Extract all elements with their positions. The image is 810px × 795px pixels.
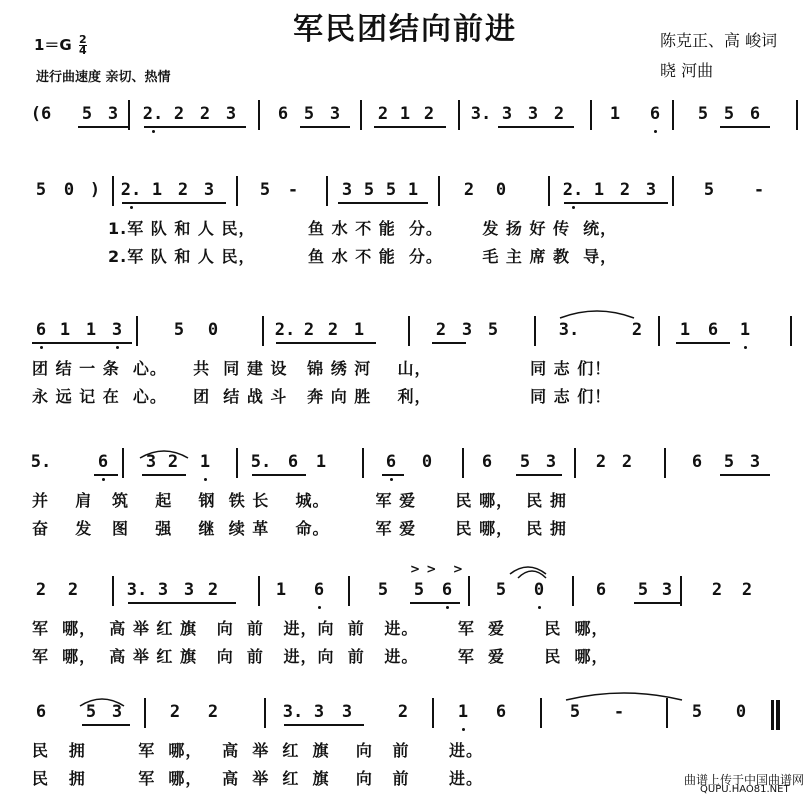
barline <box>462 448 464 478</box>
barline <box>112 576 114 606</box>
beam-underline <box>144 126 246 128</box>
barline <box>658 316 660 346</box>
octave-dot <box>744 346 747 349</box>
note: 6 <box>481 452 493 472</box>
barline <box>408 316 410 346</box>
barline <box>360 100 362 130</box>
lyrics-verse-1: 团 结 一 条 心。 共 同 建 设 锦 绣 河 山， 同 志 们！ <box>32 359 612 378</box>
note: - <box>287 180 299 200</box>
barline <box>548 176 550 206</box>
note: 0 <box>735 702 747 722</box>
note: 0 <box>207 320 219 340</box>
note: 6 <box>97 452 109 472</box>
beam-underline <box>720 474 770 476</box>
beam-underline <box>498 126 574 128</box>
barline <box>122 448 124 478</box>
barline <box>664 448 666 478</box>
accent-marks: > > > <box>410 562 464 576</box>
note: 5 <box>259 180 271 200</box>
beam-underline <box>634 602 682 604</box>
octave-dot <box>390 478 393 481</box>
note: 2 <box>397 702 409 722</box>
barline <box>458 100 460 130</box>
note: 6 <box>35 320 47 340</box>
note: 3 <box>329 104 341 124</box>
lyrics-verse-2: 民 拥 军 哪， 高 举 红 旗 向 前 进。 <box>32 769 483 788</box>
note: 1 <box>151 180 163 200</box>
note: 3 <box>661 580 673 600</box>
beam-underline <box>122 202 226 204</box>
note: 2. <box>274 320 296 340</box>
note: 0 <box>533 580 545 600</box>
note: 3 <box>461 320 473 340</box>
final-barline <box>774 700 780 730</box>
barline <box>258 100 260 130</box>
beam-underline <box>128 602 236 604</box>
footer-site: 曲谱上传于中国曲谱网 <box>684 773 805 787</box>
beam-underline <box>94 474 118 476</box>
barline <box>438 176 440 206</box>
note: 3 <box>545 452 557 472</box>
beam-underline <box>78 126 130 128</box>
barline <box>574 448 576 478</box>
note: 2 <box>35 580 47 600</box>
note: 2 <box>173 104 185 124</box>
barline <box>236 448 238 478</box>
barline <box>534 316 536 346</box>
beam-underline <box>32 342 132 344</box>
octave-dot <box>40 346 43 349</box>
note: 2 <box>463 180 475 200</box>
note: 1 <box>457 702 469 722</box>
note: 6 <box>495 702 507 722</box>
octave-dot <box>462 728 465 731</box>
barline <box>572 576 574 606</box>
barline <box>590 100 592 130</box>
note: 2 <box>435 320 447 340</box>
beam-underline <box>338 202 428 204</box>
note: 5 <box>691 702 703 722</box>
note: ) <box>89 180 101 200</box>
note: 3 <box>157 580 169 600</box>
note: 6 <box>749 104 761 124</box>
beam-underline <box>432 342 466 344</box>
note: 2 <box>67 580 79 600</box>
note: 3 <box>313 702 325 722</box>
note: 6 <box>313 580 325 600</box>
lyrics-verse-2: 奋 发 图 强 继 续 革 命。 军 爱 民 哪， 民 拥 <box>32 519 567 538</box>
footer-url: QUPU.HAO81.NET <box>700 784 790 795</box>
beam-underline <box>516 474 562 476</box>
note: 5 <box>303 104 315 124</box>
note: 1 <box>739 320 751 340</box>
note: 6 <box>277 104 289 124</box>
beam-underline <box>720 126 770 128</box>
note: 3 <box>501 104 513 124</box>
note: 2. <box>142 104 164 124</box>
barline <box>326 176 328 206</box>
octave-dot <box>116 346 119 349</box>
octave-dot <box>538 606 541 609</box>
time-signature <box>79 35 87 56</box>
beam-underline <box>142 474 186 476</box>
note: 3 <box>527 104 539 124</box>
beam-underline <box>276 342 376 344</box>
song-title: 军民团结向前进 <box>293 12 517 47</box>
note: 0 <box>63 180 75 200</box>
note: 1 <box>353 320 365 340</box>
barline <box>258 576 260 606</box>
note: 1 <box>199 452 211 472</box>
note: 1 <box>593 180 605 200</box>
note: 2 <box>199 104 211 124</box>
note: 3 <box>749 452 761 472</box>
beam-underline <box>564 202 668 204</box>
beam-underline <box>82 724 130 726</box>
note: 3 <box>645 180 657 200</box>
octave-dot <box>204 478 207 481</box>
lyrics-verse-2: 军 哪， 高 举 红 旗 向 前 进，向 前 进。 军 爱 民 哪， <box>32 647 609 666</box>
note: 5 <box>569 702 581 722</box>
note: 5 <box>519 452 531 472</box>
slur <box>560 311 634 318</box>
note: - <box>753 180 765 200</box>
note: 3 <box>111 702 123 722</box>
beam-underline <box>410 602 460 604</box>
octave-dot <box>654 130 657 133</box>
note: 2 <box>631 320 643 340</box>
note: 2 <box>207 580 219 600</box>
note: 5 <box>363 180 375 200</box>
note: 2 <box>711 580 723 600</box>
beam-underline <box>300 126 350 128</box>
note: 3 <box>145 452 157 472</box>
note: 1 <box>85 320 97 340</box>
note: 2 <box>207 702 219 722</box>
note: (6 <box>30 104 52 124</box>
note: 5 <box>487 320 499 340</box>
barline <box>468 576 470 606</box>
note: 3 <box>341 180 353 200</box>
note: 2. <box>120 180 142 200</box>
note: 5. <box>250 452 272 472</box>
barline <box>432 698 434 728</box>
note: 0 <box>421 452 433 472</box>
note: 3. <box>282 702 304 722</box>
note: 3. <box>470 104 492 124</box>
barline <box>672 176 674 206</box>
slur <box>566 693 682 700</box>
barline <box>348 576 350 606</box>
note: 6 <box>649 104 661 124</box>
note: 2 <box>327 320 339 340</box>
barline <box>112 176 114 206</box>
note: 5 <box>637 580 649 600</box>
note: 6 <box>707 320 719 340</box>
note: 5 <box>703 180 715 200</box>
key-signature <box>34 34 87 56</box>
note: 6 <box>441 580 453 600</box>
note: 2 <box>167 452 179 472</box>
beam-underline <box>284 724 364 726</box>
note: 6 <box>287 452 299 472</box>
beam-underline <box>252 474 306 476</box>
beam-underline <box>676 342 730 344</box>
barline <box>790 316 792 346</box>
note: 5 <box>173 320 185 340</box>
note: 6 <box>35 702 47 722</box>
octave-dot <box>152 130 155 133</box>
lyrics-verse-2: 2.军 队 和 人 民， 鱼 水 不 能 分。 毛 主 席 教 导， <box>108 247 618 266</box>
note: 2 <box>303 320 315 340</box>
octave-dot <box>130 206 133 209</box>
note: 1 <box>679 320 691 340</box>
note: 1 <box>609 104 621 124</box>
barline <box>264 698 266 728</box>
octave-dot <box>446 606 449 609</box>
note: 3 <box>341 702 353 722</box>
lyrics-verse-1: 并 肩 筑 起 钢 铁 长 城。 军 爱 民 哪， 民 拥 <box>32 491 567 510</box>
note: 2 <box>377 104 389 124</box>
octave-dot <box>318 606 321 609</box>
note: 1 <box>59 320 71 340</box>
note: 1 <box>407 180 419 200</box>
lyrics-verse-1: 1.军 队 和 人 民， 鱼 水 不 能 分。 发 扬 好 传 统， <box>108 219 618 238</box>
barline <box>672 100 674 130</box>
note: 3 <box>107 104 119 124</box>
lyrics-verse-1: 军 哪， 高 举 红 旗 向 前 进，向 前 进。 军 爱 民 哪， <box>32 619 609 638</box>
time-denominator: 4 <box>78 44 87 57</box>
beam-underline <box>374 126 446 128</box>
octave-dot <box>102 478 105 481</box>
barline <box>236 176 238 206</box>
note: 5. <box>30 452 52 472</box>
note: 2 <box>619 180 631 200</box>
note: 5 <box>385 180 397 200</box>
barline <box>262 316 264 346</box>
note: 6 <box>691 452 703 472</box>
note: 1 <box>275 580 287 600</box>
note: 5 <box>723 452 735 472</box>
note: - <box>613 702 625 722</box>
note: 5 <box>35 180 47 200</box>
tempo-marking: 进行曲速度 亲切、热情 <box>36 70 171 85</box>
barline <box>540 698 542 728</box>
octave-dot <box>572 206 575 209</box>
note: 2 <box>177 180 189 200</box>
note: 5 <box>723 104 735 124</box>
lyricist-credit: 陈克正、高 峻词 <box>660 31 778 50</box>
note: 6 <box>595 580 607 600</box>
note: 2 <box>553 104 565 124</box>
note: 6 <box>385 452 397 472</box>
note: 2 <box>741 580 753 600</box>
note: 2 <box>621 452 633 472</box>
composer-credit: 晓 河曲 <box>660 61 714 80</box>
barline <box>144 698 146 728</box>
barline <box>796 100 798 130</box>
note: 1 <box>315 452 327 472</box>
note: 5 <box>377 580 389 600</box>
note: 5 <box>413 580 425 600</box>
note: 3 <box>111 320 123 340</box>
lyrics-verse-1: 民 拥 军 哪， 高 举 红 旗 向 前 进。 <box>32 741 483 760</box>
key-label: 1＝G <box>34 36 72 54</box>
note: 3 <box>183 580 195 600</box>
note: 3 <box>203 180 215 200</box>
beam-underline <box>382 474 404 476</box>
note: 2 <box>423 104 435 124</box>
slur <box>510 567 546 574</box>
note: 2. <box>562 180 584 200</box>
note: 2 <box>169 702 181 722</box>
barline <box>666 698 668 728</box>
note: 1 <box>399 104 411 124</box>
note: 3. <box>126 580 148 600</box>
note: 3 <box>225 104 237 124</box>
note: 5 <box>697 104 709 124</box>
note: 5 <box>85 702 97 722</box>
barline <box>136 316 138 346</box>
note: 2 <box>595 452 607 472</box>
barline <box>362 448 364 478</box>
lyrics-verse-2: 永 远 记 在 心。 团 结 战 斗 奔 向 胜 利， 同 志 们！ <box>32 387 612 406</box>
note: 5 <box>81 104 93 124</box>
time-numerator: 2 <box>78 33 87 46</box>
note: 3. <box>558 320 580 340</box>
note: 5 <box>495 580 507 600</box>
note: 0 <box>495 180 507 200</box>
slur <box>518 571 546 578</box>
